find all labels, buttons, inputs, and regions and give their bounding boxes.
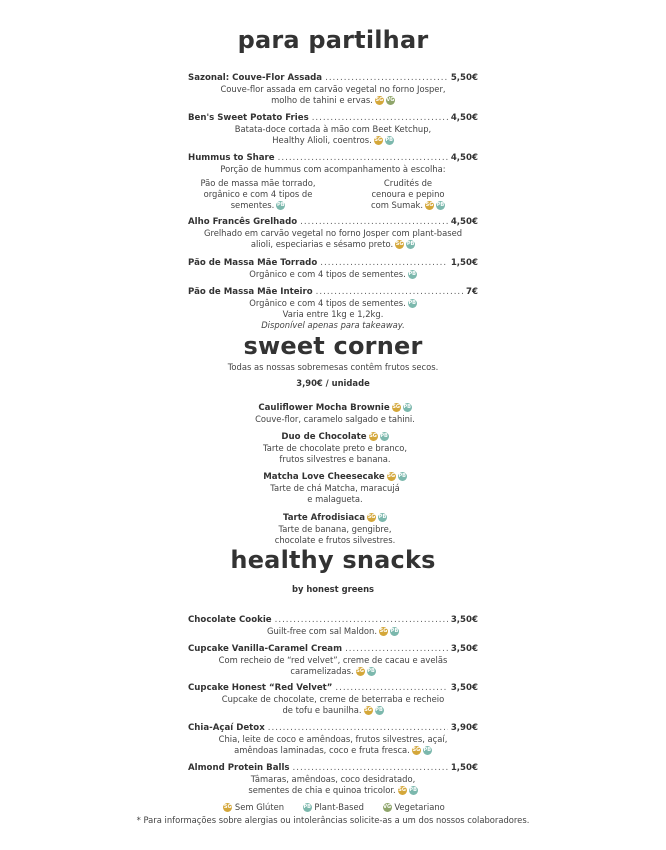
menu-item <box>225 471 445 505</box>
item-desc: Healthy Alioli, coentros. <box>272 135 372 145</box>
item-name: Matcha Love Cheesecake <box>263 472 385 482</box>
gluten-free-icon: SG <box>367 514 376 520</box>
legend-vegetarian: Vegetariano <box>394 802 445 812</box>
menu-item <box>188 257 478 280</box>
item-price: 3,90€ <box>450 723 478 733</box>
menu-item <box>225 512 445 546</box>
item-desc: Tarte de chocolate preto e branco, <box>262 443 408 453</box>
legend-plant-based: Plant-Based <box>314 802 364 812</box>
item-desc: Tarte de chá Matcha, maracujá <box>270 483 400 493</box>
gluten-free-icon: SG <box>356 668 364 674</box>
item-desc: Grelhado em carvão vegetal no forno Josper com plant-based <box>203 228 463 238</box>
item-name: Sazonal: Couve-Flor Assada <box>188 73 323 83</box>
item-price: 1,50€ <box>450 258 478 268</box>
gluten-free-icon: SG <box>398 787 407 793</box>
snacks-subtitle: by honest greens <box>291 584 375 594</box>
item-name: Pão de Massa Mãe Torrado <box>188 258 318 268</box>
item-desc: frutos silvestres e banana. <box>279 454 391 464</box>
allergy-footnote: * Para informações sobre alergias ou intolerâncias solicite-as a um dos nossos colaboradores. <box>136 815 530 825</box>
plant-based-icon: PB <box>277 202 285 208</box>
plant-based-icon: PB <box>303 804 311 810</box>
item-price: 5,50€ <box>450 73 478 83</box>
vegetarian-icon: VG <box>383 804 392 810</box>
item-name: Pão de Massa Mãe Inteiro <box>188 287 313 297</box>
item-price: 4,50€ <box>450 113 478 123</box>
item-desc: caramelizadas. <box>290 666 354 676</box>
plant-based-icon: PB <box>436 202 445 208</box>
item-desc: sementes de chia e quinoa tricolor. <box>248 785 396 795</box>
item-desc: Porção de hummus com acompanhamento à escolha: <box>220 164 446 174</box>
item-price: 7€ <box>466 287 478 297</box>
menu-item <box>188 286 478 331</box>
item-price: 3,50€ <box>450 615 478 625</box>
menu-item <box>188 762 478 796</box>
item-desc: amêndoas laminadas, coco e fruta fresca. <box>234 745 410 755</box>
item-name: Chocolate Cookie <box>188 615 272 625</box>
plant-based-icon: PB <box>367 668 375 674</box>
item-name: Duo de Chocolate <box>281 432 367 442</box>
item-desc: Couve-flor assada em carvão vegetal no forno Josper, <box>220 84 446 94</box>
item-desc: Guilt-free com sal Maldon. <box>266 626 378 636</box>
item-name: Cauliflower Mocha Brownie <box>258 403 390 413</box>
item-desc: de tofu e baunilha. <box>282 705 362 715</box>
item-name: Hummus to Share <box>188 153 275 163</box>
item-desc: e malagueta. <box>307 494 363 504</box>
gluten-free-icon: SG <box>375 97 384 103</box>
menu-item <box>188 72 478 106</box>
section-title-snacks: healthy snacks <box>230 546 436 574</box>
item-desc: Varia entre 1kg e 1,2kg. <box>282 309 384 319</box>
menu-item <box>188 112 478 146</box>
plant-based-icon: PB <box>423 747 432 753</box>
plant-based-icon: PB <box>409 787 417 793</box>
gluten-free-icon: SG <box>412 747 421 753</box>
option-crudites: Crudités de cenoura e pepino com Sumak. SG PB <box>371 178 445 210</box>
vegetarian-icon: VG <box>386 97 395 103</box>
item-name: Tarte Afrodisiaca <box>282 513 366 523</box>
legend <box>0 802 666 812</box>
plant-based-icon: PB <box>408 300 416 306</box>
gluten-free-icon: SG <box>369 433 377 439</box>
menu-item <box>188 682 478 716</box>
item-price: 4,50€ <box>450 217 478 227</box>
plant-based-icon: PB <box>375 707 383 713</box>
item-desc: Cupcake de chocolate, creme de beterraba e recheio <box>221 694 445 704</box>
item-desc: Tarte de banana, gengibre, <box>278 524 392 534</box>
section-title-sweet: sweet corner <box>243 332 423 360</box>
item-name: Cupcake Honest “Red Velvet” <box>188 683 333 693</box>
gluten-free-icon: SG <box>387 473 396 479</box>
item-desc: Batata-doce cortada à mão com Beet Ketchup, <box>234 124 432 134</box>
gluten-free-icon: SG <box>374 137 383 143</box>
gluten-free-icon: SG <box>425 202 434 208</box>
item-desc: Tâmaras, amêndoas, coco desidratado, <box>250 774 416 784</box>
menu-item <box>188 216 478 250</box>
plant-based-icon: PB <box>398 473 406 479</box>
menu-item <box>225 402 445 425</box>
sweet-price: 3,90€ / unidade <box>296 378 370 388</box>
sweet-note: Todas as nossas sobremesas contêm frutos secos. <box>227 362 439 372</box>
item-price: 4,50€ <box>450 153 478 163</box>
menu-item <box>225 431 445 465</box>
menu-item <box>188 152 478 211</box>
item-price: 3,50€ <box>450 683 478 693</box>
gluten-free-icon: SG <box>364 707 372 713</box>
item-desc: alioli, especiarias e sésamo preto. <box>250 239 394 249</box>
option-bread: Pão de massa mãe torrado, orgânico e com 4 tipos de sementes. PB <box>200 178 316 210</box>
menu-item <box>188 614 478 637</box>
item-desc: chocolate e frutos silvestres. <box>274 535 396 545</box>
plant-based-icon: PB <box>406 241 415 247</box>
item-desc: molho de tahini e ervas. <box>271 95 373 105</box>
legend-gluten-free: Sem Glúten <box>234 802 285 812</box>
plant-based-icon: PB <box>390 628 399 634</box>
plant-based-icon: PB <box>408 271 416 277</box>
item-desc: Orgânico e com 4 tipos de sementes. <box>249 298 406 308</box>
menu-item <box>188 722 478 756</box>
item-desc: Orgânico e com 4 tipos de sementes. <box>249 269 406 279</box>
gluten-free-icon: SG <box>395 241 404 247</box>
item-desc: Couve-flor, caramelo salgado e tahini. <box>255 414 415 424</box>
item-name: Ben's Sweet Potato Fries <box>188 113 309 123</box>
plant-based-icon: PB <box>385 137 393 143</box>
item-desc: Com recheio de “red velvet”, creme de cacau e avelãs <box>218 655 448 665</box>
item-price: 1,50€ <box>450 763 478 773</box>
item-price: 3,50€ <box>450 644 478 654</box>
item-note: Disponível apenas para takeaway. <box>261 320 405 330</box>
plant-based-icon: PB <box>378 514 387 520</box>
plant-based-icon: PB <box>403 404 411 410</box>
gluten-free-icon: SG <box>392 404 401 410</box>
item-name: Cupcake Vanilla-Caramel Cream <box>188 644 343 654</box>
gluten-free-icon: SG <box>223 804 232 810</box>
menu-item <box>188 643 478 677</box>
plant-based-icon: PB <box>380 433 388 439</box>
item-desc: Chia, leite de coco e amêndoas, frutos silvestres, açaí, <box>218 734 448 744</box>
gluten-free-icon: SG <box>379 628 388 634</box>
item-name: Almond Protein Balls <box>188 763 290 773</box>
section-title-share: para partilhar <box>237 26 429 54</box>
item-name: Chia-Açaí Detox <box>188 723 265 733</box>
item-name: Alho Francês Grelhado <box>188 217 298 227</box>
